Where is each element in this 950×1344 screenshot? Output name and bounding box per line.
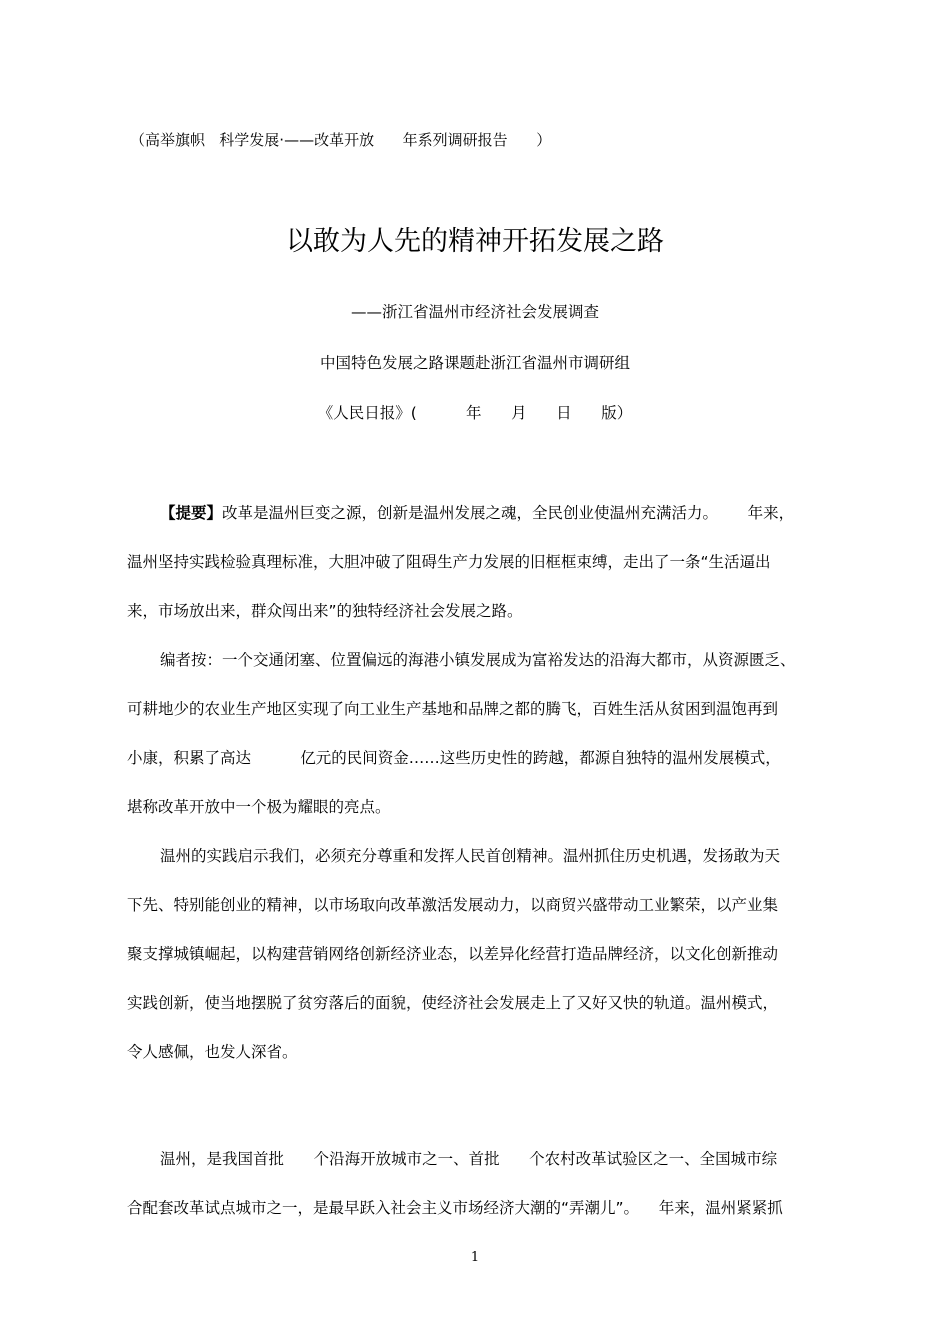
editor-note-line: 编者按：一个交通闭塞、位置偏远的海港小镇发展成为富裕发达的沿海大都市，从资源匮乏、 [160, 651, 796, 669]
body-line: 合配套改革试点城市之一，是最早跃入社会主义市场经济大潮的“弄潮儿”。 年来，温州紧紧抓 [127, 1199, 783, 1217]
editor-note-line: 小康，积累了高达 亿元的民间资金……这些历史性的跨越，都源自独特的温州发展模式， [127, 749, 781, 767]
practice-line: 温州的实践启示我们，必须充分尊重和发挥人民首创精神。温州抓住历史机遇，发扬敢为天 [160, 847, 781, 865]
editor-note-line: 堪称改革开放中一个极为耀眼的亮点。 [127, 798, 391, 816]
body-paragraph [127, 1135, 827, 1233]
practice-paragraph [127, 832, 827, 1077]
page-number: 1 [470, 1250, 480, 1265]
practice-line: 实践创新，使当地摆脱了贫穷落后的面貌，使经济社会发展走上了又好又快的轨道。温州模式， [127, 994, 779, 1012]
body-line: 温州，是我国首批 个沿海开放城市之一、首批 个农村改革试验区之一、全国城市综 [160, 1150, 778, 1168]
abstract-line: 来，市场放出来，群众闯出来”的独特经济社会发展之路。 [127, 602, 523, 620]
practice-line: 令人感佩，也发人深省。 [127, 1043, 298, 1061]
source-line: 《人民日报》( 年 月 日 版） [317, 404, 633, 422]
abstract-paragraph [127, 489, 827, 636]
article-title: 以敢为人先的精神开拓发展之路 [286, 226, 664, 257]
abstract-line: 温州坚持实践检验真理标准，大胆冲破了阻碍生产力发展的旧框框束缚，走出了一条“生活逼出 [127, 553, 771, 571]
practice-line: 下先、特别能创业的精神，以市场取向改革激活发展动力，以商贸兴盛带动工业繁荣，以产业集 [127, 896, 779, 914]
article-subtitle: ——浙江省温州市经济社会发展调查 [350, 303, 599, 321]
abstract-line: 【提要】改革是温州巨变之源，创新是温州发展之魂，全民创业使温州充满活力。 年来， [160, 504, 795, 522]
series-note: （高举旗帜 科学发展·——改革开放 年系列调研报告 ） [130, 131, 552, 149]
practice-line: 聚支撑城镇崛起，以构建营销网络创新经济业态，以差异化经营打造品牌经济，以文化创新推动 [127, 945, 779, 963]
editor-note-line: 可耕地少的农业生产地区实现了向工业生产基地和品牌之都的腾飞，百姓生活从贫困到温饱再到 [127, 700, 779, 718]
editor-note-paragraph [127, 636, 827, 832]
abstract-label: 【提要】 [160, 504, 223, 522]
author-line: 中国特色发展之路课题赴浙江省温州市调研组 [319, 354, 630, 372]
